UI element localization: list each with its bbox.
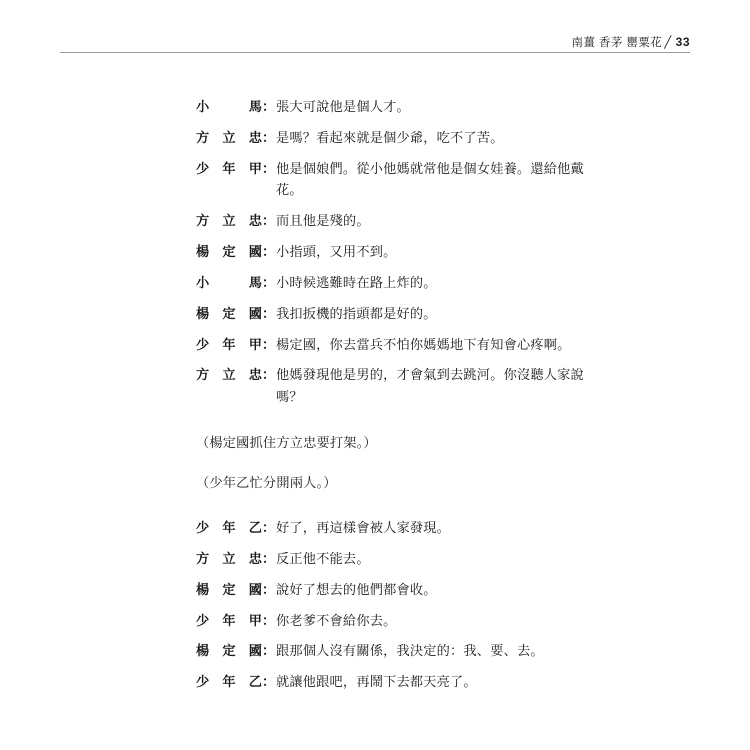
speaker-colon: ： xyxy=(262,581,276,597)
dialogue-text: 好了，再這樣會被人家發現。 xyxy=(276,519,451,535)
speaker-label: 小馬 xyxy=(196,99,262,114)
speaker-colon: ： xyxy=(262,643,276,659)
dialogue-text: 就讓他跟吧，再鬧下去都天亮了。 xyxy=(276,674,477,690)
dialogue-text: 說好了想去的他們都會收。 xyxy=(276,581,437,597)
dialogue-text: 小指頭，又用不到。 xyxy=(276,243,397,259)
dialogue-line xyxy=(196,579,590,600)
dialogue-line xyxy=(196,671,590,692)
speaker-colon: ： xyxy=(262,129,276,145)
stage-direction: （楊定國抓住方立忠要打架。） xyxy=(196,435,377,451)
speaker-colon: ： xyxy=(262,367,276,383)
dialogue-line xyxy=(196,334,590,355)
dialogue-line xyxy=(196,517,590,538)
speaker-label: 少年乙 xyxy=(196,519,262,535)
dialogue-text: 他媽發現他是男的，才會氣到去跳河。你沒聽人家說嗎？ xyxy=(276,367,584,404)
speaker-label: 楊定國 xyxy=(196,305,262,321)
speaker-colon: ： xyxy=(262,243,276,259)
dialogue-line xyxy=(196,610,590,631)
dialogue-text: 跟那個人沒有關係，我決定的：我、要、去。 xyxy=(276,643,544,659)
script-body xyxy=(0,96,750,702)
running-head-title: 南薑 香茅 罌粟花 xyxy=(571,37,663,49)
dialogue-text: 他是個娘們。從小他媽就常他是個女娃養。還給他戴花。 xyxy=(276,160,584,198)
speaker-colon: ： xyxy=(262,274,276,290)
speaker-colon: ： xyxy=(262,305,276,321)
dialogue-line xyxy=(196,210,590,231)
speaker-label: 少年乙 xyxy=(196,674,262,690)
speaker-label: 楊定國 xyxy=(196,243,262,259)
running-head xyxy=(571,34,690,50)
dialogue-text: 你老爹不會給你去。 xyxy=(276,612,397,628)
dialogue-text: 而且他是殘的。 xyxy=(276,213,370,228)
dialogue-line xyxy=(196,548,590,569)
dialogue-text: 反正他不能去。 xyxy=(276,550,370,566)
dialogue-line xyxy=(196,364,590,407)
speaker-label: 方立忠 xyxy=(196,550,262,566)
speaker-label: 楊定國 xyxy=(196,581,262,597)
speaker-label: 小馬 xyxy=(196,274,262,290)
dialogue-text: 小時候逃難時在路上炸的。 xyxy=(276,274,437,290)
dialogue-line xyxy=(196,241,590,262)
dialogue-text: 張大可說他是個人才。 xyxy=(276,99,410,114)
speaker-label: 方立忠 xyxy=(196,367,262,383)
speaker-colon: ： xyxy=(262,519,276,535)
stage-direction: （少年乙忙分開兩人。） xyxy=(196,474,337,490)
running-head-separator: ╱ xyxy=(664,37,672,49)
speaker-colon: ： xyxy=(262,336,276,352)
speaker-label: 楊定國 xyxy=(196,643,262,659)
speaker-colon: ： xyxy=(262,213,276,228)
speaker-colon: ： xyxy=(262,99,276,114)
speaker-colon: ： xyxy=(262,550,276,566)
dialogue-line xyxy=(196,640,590,661)
dialogue-line xyxy=(196,158,590,201)
dialogue-line xyxy=(196,303,590,324)
dialogue-text: 是嗎？看起來就是個少爺，吃不了苦。 xyxy=(276,129,504,145)
speaker-label: 少年甲 xyxy=(196,612,262,628)
dialogue-line xyxy=(196,272,590,293)
dialogue-text: 楊定國，你去當兵不怕你媽媽地下有知會心疼啊。 xyxy=(276,336,571,352)
page-number: 33 xyxy=(675,35,690,49)
dialogue-line xyxy=(196,127,590,148)
speaker-colon: ： xyxy=(262,160,276,176)
speaker-label: 方立忠 xyxy=(196,129,262,145)
dialogue-text: 我扣扳機的指頭都是好的。 xyxy=(276,305,437,321)
speaker-colon: ： xyxy=(262,674,276,690)
header-divider xyxy=(60,52,690,53)
speaker-label: 方立忠 xyxy=(196,213,262,228)
speaker-colon: ： xyxy=(262,612,276,628)
speaker-label: 少年甲 xyxy=(196,160,262,176)
dialogue-line xyxy=(196,96,590,117)
speaker-label: 少年甲 xyxy=(196,336,262,352)
